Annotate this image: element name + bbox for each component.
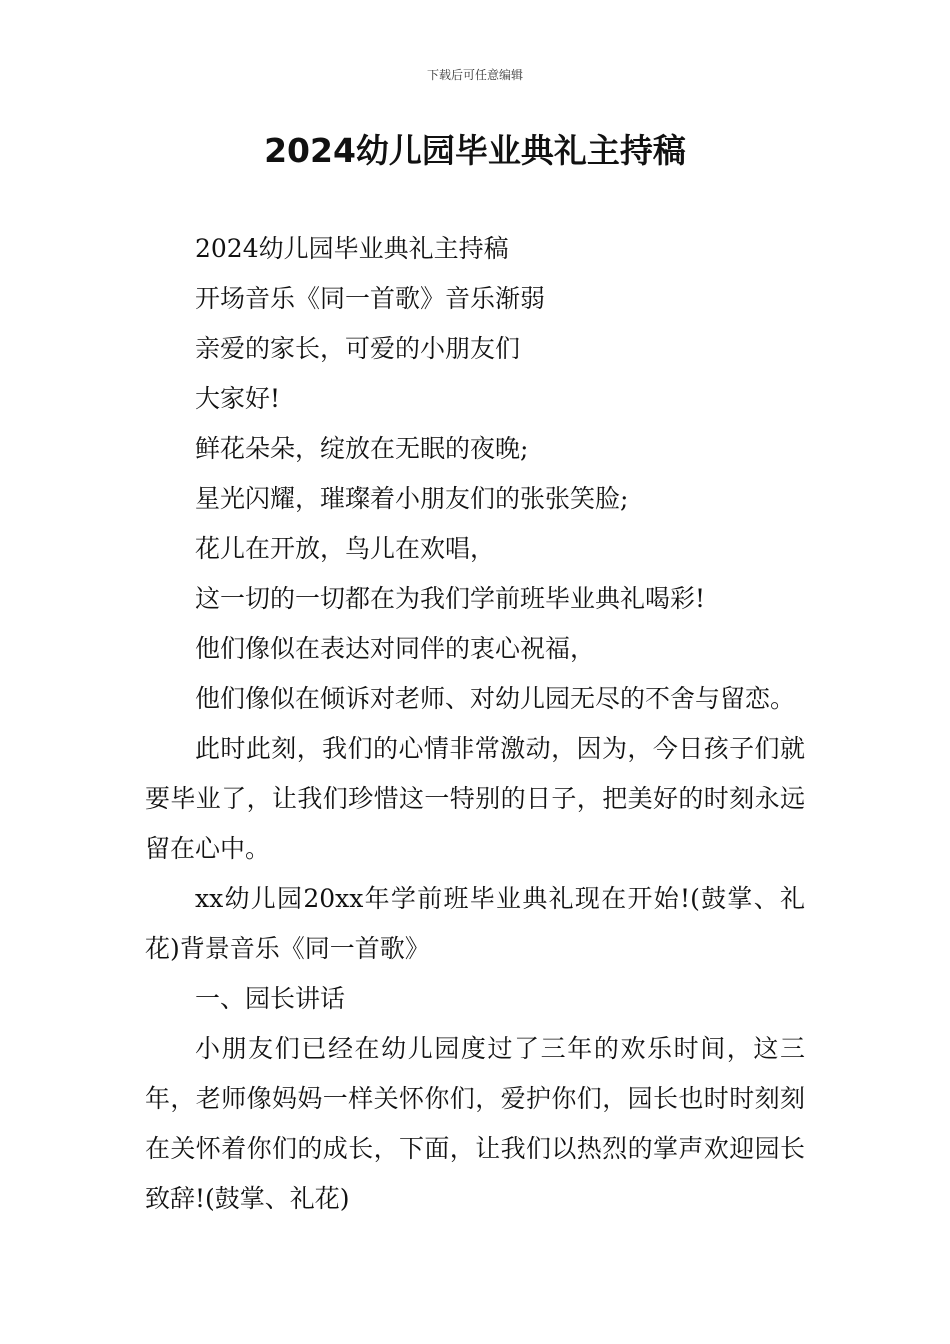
paragraph-14: 小朋友们已经在幼儿园度过了三年的欢乐时间，这三年，老师像妈妈一样关怀你们，爱护你们，园长也时时刻刻在关怀着你们的成长，下面，让我们以热烈的掌声欢迎园长致辞!(鼓掌、礼花) (145, 1034, 805, 1213)
paragraph-3: 亲爱的家长，可爱的小朋友们 (195, 334, 521, 363)
paragraph-13: 一、园长讲话 (195, 984, 346, 1013)
document-title: 2024幼儿园毕业典礼主持稿 (264, 131, 686, 170)
document-body (145, 224, 805, 1224)
page-header-note: 下载后可任意编辑 (426, 68, 523, 82)
paragraph-10: 他们像似在倾诉对老师、对幼儿园无尽的不舍与留恋。 (195, 684, 796, 713)
paragraph-9: 他们像似在表达对同伴的衷心祝福， (195, 634, 596, 663)
paragraph-12: xx幼儿园20xx年学前班毕业典礼现在开始!(鼓掌、礼花)背景音乐《同一首歌》 (145, 884, 805, 963)
paragraph-1: 2024幼儿园毕业典礼主持稿 (195, 234, 509, 263)
paragraph-4: 大家好! (195, 384, 281, 413)
paragraph-2: 开场音乐《同一首歌》音乐渐弱 (195, 284, 546, 313)
paragraph-11: 此时此刻，我们的心情非常激动，因为，今日孩子们就要毕业了，让我们珍惜这一特别的日子，把美好的时刻永远留在心中。 (145, 734, 805, 863)
paragraph-7: 花儿在开放，鸟儿在欢唱， (195, 534, 496, 563)
paragraph-5: 鲜花朵朵，绽放在无眠的夜晚; (195, 434, 529, 463)
paragraph-6: 星光闪耀，璀璨着小朋友们的张张笑脸; (195, 484, 629, 513)
paragraph-8: 这一切的一切都在为我们学前班毕业典礼喝彩! (195, 584, 706, 613)
